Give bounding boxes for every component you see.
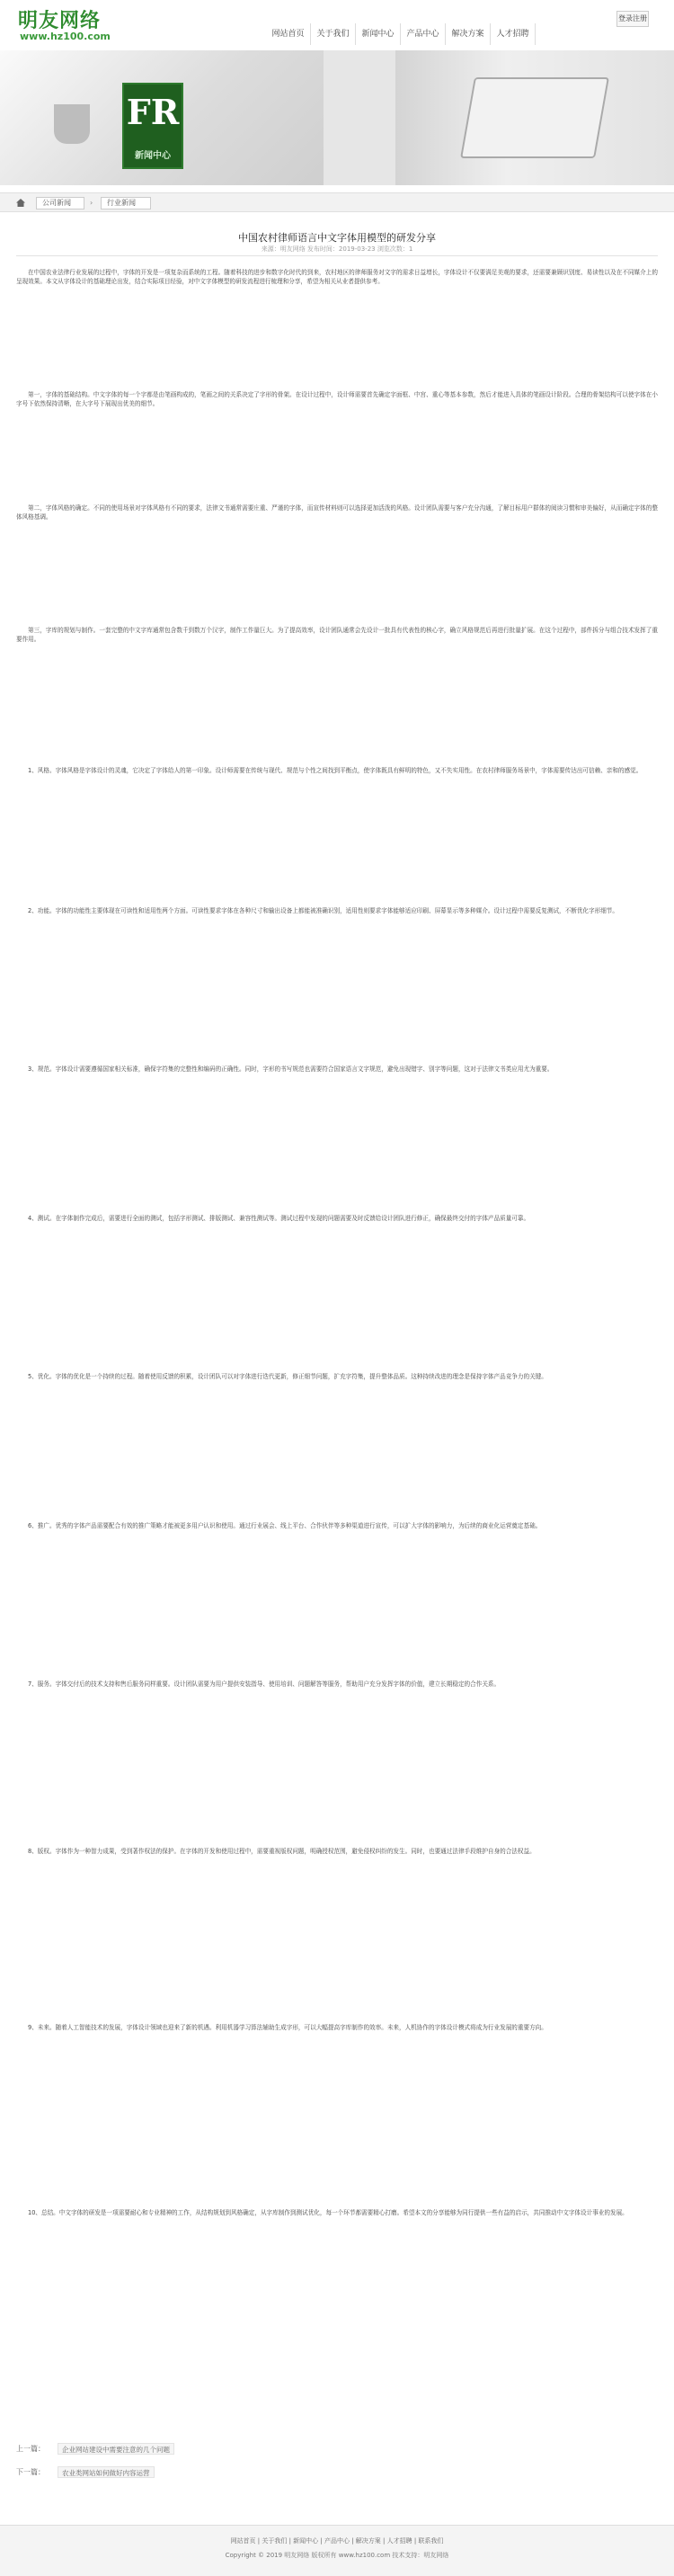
laptop-illustration xyxy=(460,77,609,158)
footer-copyright: Copyright © 2019 明友网络 版权所有 www.hz100.com 技术支持：明友网络 xyxy=(225,2552,449,2559)
article-paragraph: 9、未来。随着人工智能技术的发展，字体设计领域也迎来了新的机遇。利用机器学习算法辅助生成字形，可以大幅提高字库制作的效率。未来，人机协作的字体设计模式将成为行业发展的重要方向。 xyxy=(28,2024,547,2031)
main-nav xyxy=(266,23,536,45)
article-paragraph: 第一，字体的基础结构。中文字体的每一个字都是由笔画构成的，笔画之间的关系决定了字形的骨架。在设计过程中，设计师需要首先确定字面框、中宫、重心等基本参数，然后才能进入具体的笔画设计阶段。合理的骨架结构可以使字体在小字号下依然保持清晰，在大字号下展现出优美的细节。 xyxy=(16,391,658,408)
top-header xyxy=(0,0,674,50)
nav-item-news[interactable]: 新闻中心 xyxy=(356,23,401,45)
article-paragraph: 第三，字库的规划与制作。一套完整的中文字库通常包含数千到数万个汉字，制作工作量巨大。为了提高效率，设计团队通常会先设计一批具有代表性的核心字，确立风格规范后再进行批量扩展。在这个过程中，部件拆分与组合技术发挥了重要作用。 xyxy=(16,627,658,644)
footer-links[interactable]: 网站首页 | 关于我们 | 新闻中心 | 产品中心 | 解决方案 | 人才招聘 | 联系我们 xyxy=(230,2537,444,2545)
nav-item-about[interactable]: 关于我们 xyxy=(311,23,356,45)
section-logo-letters: FR xyxy=(126,92,180,132)
section-logo xyxy=(122,83,183,169)
nav-item-solutions[interactable]: 解决方案 xyxy=(446,23,491,45)
nav-item-jobs[interactable]: 人才招聘 xyxy=(491,23,536,45)
breadcrumb-industry-news[interactable]: 行业新闻 xyxy=(101,197,151,209)
prev-label: 上一篇： xyxy=(16,2445,45,2453)
article-paragraph: 在中国农业法律行业发展的过程中，字体的开发是一项复杂而系统的工程。随着科技的进步和数字化时代的到来，农村地区的律师服务对文字的需求日益增长，字体设计不仅要满足美观的要求，还需要兼顾识别度、易读性以及在不同媒介上的呈现效果。本文从字体设计的基础理论出发，结合实际项目经验，对中文字体模型的研发流程进行梳理和分享，希望为相关从业者提供参考。 xyxy=(16,269,658,286)
coffee-cup-illustration xyxy=(54,104,90,144)
related-links xyxy=(16,2441,658,2481)
next-article-link[interactable]: 农业类网站如何做好内容运营 xyxy=(58,2466,155,2478)
footer xyxy=(0,2525,674,2576)
breadcrumb-company-news[interactable]: 公司新闻 xyxy=(36,197,84,209)
article-paragraph: 2、功能。字体的功能性主要体现在可读性和适用性两个方面。可读性要求字体在各种尺寸和输出设备上都能被准确识别，适用性则要求字体能够适应印刷、屏幕显示等多种媒介。设计过程中需要反复测试，不断优化字形细节。 xyxy=(28,907,618,914)
site-url: www.hz100.com xyxy=(20,31,111,42)
home-icon[interactable] xyxy=(16,199,25,207)
login-button[interactable]: 登录注册 xyxy=(616,11,649,27)
article-paragraph: 4、测试。在字体制作完成后，需要进行全面的测试，包括字形测试、排版测试、兼容性测试等。测试过程中发现的问题需要及时反馈给设计团队进行修正，确保最终交付的字体产品质量可靠。 xyxy=(28,1215,530,1222)
article-paragraph: 第二，字体风格的确定。不同的使用场景对字体风格有不同的要求，法律文书通常需要庄重、严谨的字体，而宣传材料则可以选择更加活泼的风格。设计团队需要与客户充分沟通，了解目标用户群体的阅读习惯和审美偏好，从而确定字体的整体风格基调。 xyxy=(16,504,658,521)
article-paragraph: 1、风格。字体风格是字体设计的灵魂，它决定了字体给人的第一印象。设计师需要在传统与现代、规范与个性之间找到平衡点，使字体既具有鲜明的特色，又不失实用性。在农村律师服务场景中，字体需要传达出可信赖、亲和的感觉。 xyxy=(28,767,643,774)
article-paragraph: 3、规范。字体设计需要遵循国家相关标准，确保字符集的完整性和编码的正确性。同时，字形的书写规范也需要符合国家语言文字规范，避免出现错字、别字等问题，这对于法律文书类应用尤为重要。 xyxy=(28,1065,554,1073)
article-paragraph: 10、总结。中文字体的研发是一项需要耐心和专业精神的工作，从结构规划到风格确定，从字库制作到测试优化，每一个环节都需要精心打磨。希望本文的分享能够为同行提供一些有益的启示，共同推动中文字体设计事业的发展。 xyxy=(28,2209,628,2216)
breadcrumb xyxy=(0,192,674,212)
article-paragraph: 5、优化。字体的优化是一个持续的过程。随着使用反馈的积累，设计团队可以对字体进行迭代更新，修正细节问题，扩充字符集，提升整体品质。这种持续改进的理念是保持字体产品竞争力的关键。 xyxy=(28,1373,547,1380)
section-logo-caption: 新闻中心 xyxy=(135,151,171,161)
banner xyxy=(0,50,674,185)
site-logo[interactable]: 明友网络 xyxy=(18,10,102,32)
prev-article-link[interactable]: 企业网站建设中需要注意的几个问题 xyxy=(58,2443,174,2455)
article-paragraph: 7、服务。字体交付后的技术支持和售后服务同样重要。设计团队需要为用户提供安装指导、使用培训、问题解答等服务，帮助用户充分发挥字体的价值，建立长期稳定的合作关系。 xyxy=(28,1680,501,1688)
breadcrumb-separator: › xyxy=(90,199,93,207)
nav-item-products[interactable]: 产品中心 xyxy=(401,23,446,45)
prev-article-row xyxy=(16,2441,658,2457)
article-meta: 来源：明友网络 发布时间：2019-03-23 浏览次数：1 xyxy=(261,245,413,253)
next-article-row xyxy=(16,2465,658,2481)
nav-item-home[interactable]: 网站首页 xyxy=(266,23,311,45)
next-label: 下一篇： xyxy=(16,2468,45,2476)
article-title: 中国农村律师语言中文字体用模型的研发分享 xyxy=(238,232,436,244)
article-paragraph: 6、推广。优秀的字体产品需要配合有效的推广策略才能被更多用户认识和使用。通过行业展会、线上平台、合作伙伴等多种渠道进行宣传，可以扩大字体的影响力，为后续的商业化运营奠定基础。 xyxy=(28,1522,542,1529)
divider xyxy=(16,255,658,256)
article-paragraph: 8、版权。字体作为一种智力成果，受到著作权法的保护。在字体的开发和使用过程中，需要重视版权问题，明确授权范围，避免侵权纠纷的发生。同时，也要通过法律手段维护自身的合法权益。 xyxy=(28,1848,536,1855)
